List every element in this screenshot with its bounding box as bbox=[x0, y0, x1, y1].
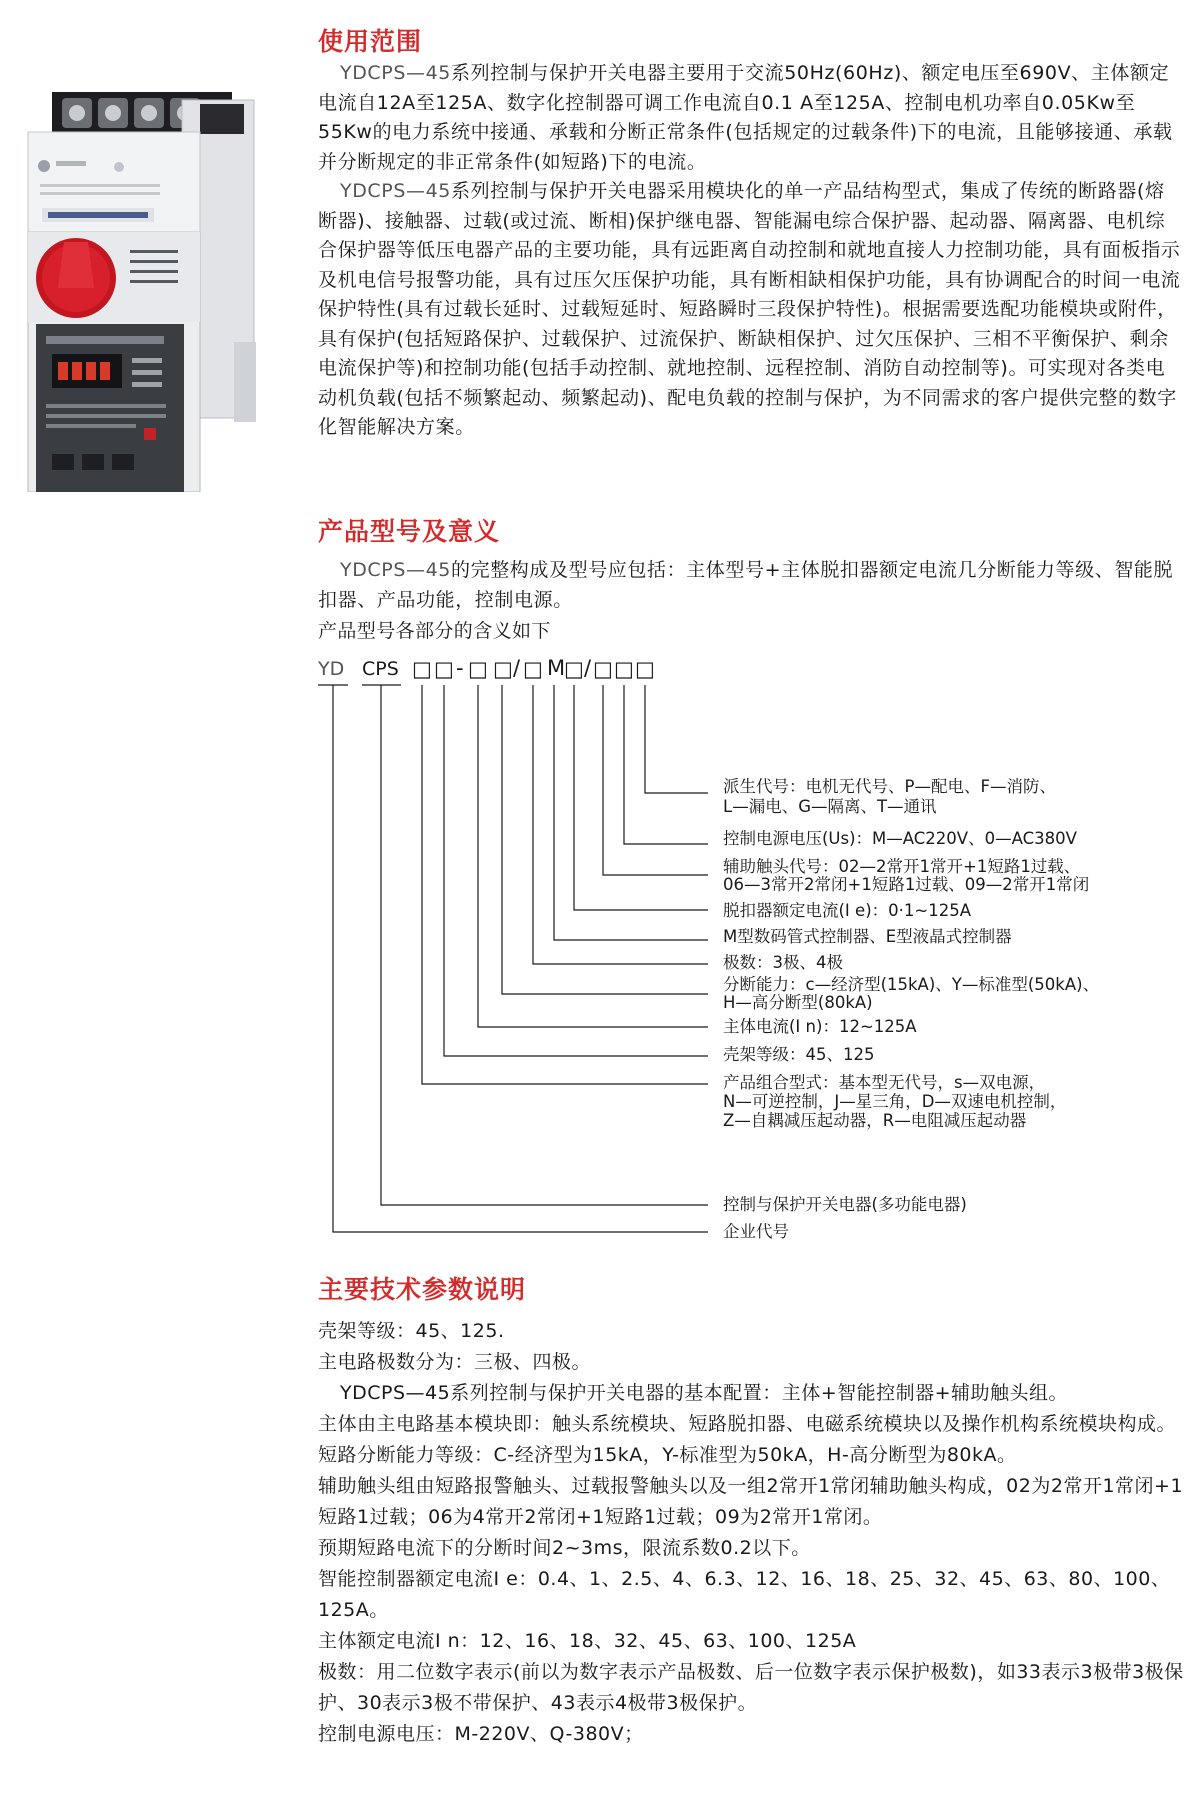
leader-line bbox=[645, 685, 708, 793]
code-m: M bbox=[547, 656, 566, 680]
section-title-scope: 使用范围 bbox=[318, 27, 423, 56]
code-slash: / bbox=[513, 656, 521, 680]
desc-derivative-2: L—漏电、G—隔离、T—通讯 bbox=[723, 797, 937, 816]
desc-controller-type: M型数码管式控制器、E型液晶式控制器 bbox=[723, 927, 1012, 946]
code-box: □ bbox=[635, 657, 655, 681]
desc-main-current: 主体电流(I n)：12~125A bbox=[723, 1017, 917, 1036]
code-box: □ bbox=[493, 657, 513, 681]
model-name: YDCPS—45 bbox=[340, 180, 451, 202]
model-intro-line2: 产品型号各部分的含义如下 bbox=[318, 620, 551, 642]
desc-frame-grade: 壳架等级：45、125 bbox=[723, 1045, 875, 1064]
scope-text-2: 系列控制与保护开关电器采用模块化的单一产品结构型式，集成了传统的断路器(熔断器)、接触器、过载(或过流、断相)保护继电器、智能漏电综合保护器、起动器、隔离器、电机综合保护器等低压电器产品的主要功能，具有远距离自动控制和就地直接人力控制功能，具有面板指示及机电信号报警功能，具有过压欠压保护功能，具有断相缺相保护功能，具有协调配合的时间一电流保护特性(具有过载长延时、过载短延时、短路瞬时三段保护特性)。根据需要选配功能模块或附件，具有保护(包括短路保护、过载保护、过流保护、断缺相保护、过欠压保护、三相不平衡保护、剩余电流保护等)和控制功能(包括手动控制、就地控制、远程控制、消防自动控制等)。可实现对各类电动机负载(包括不频繁起动、频繁起动)、配电负载的控制与保护，为不同需求的客户提供完整的数字化智能解决方案。 bbox=[318, 180, 1181, 438]
desc-combination-2: N—可逆控制，J—星三角，D—双速电机控制， bbox=[723, 1092, 1067, 1111]
param-line: 极数：用二位数字表示(前以为数字表示产品极数、后一位数字表示保护极数)，如33表示3极带3极保护、30表示3极不带保护、43表示4极带3极保护。 bbox=[318, 1661, 1184, 1714]
code-box: □ bbox=[593, 657, 613, 681]
param-line: 智能控制器额定电流I e：0.4、1、2.5、4、6.3、12、16、18、25、32、45、63、80、100、125A。 bbox=[318, 1568, 1171, 1621]
desc-aux-contact-1: 辅助触头代号：02—2常开1常开+1短路1过载、 bbox=[723, 857, 1081, 876]
param-line: 辅助触头组由短路报警触头、过载报警触头以及一组2常开1常闭辅助触头构成，02为2常开1常闭+1短路1过载；06为4常开2常闭+1短路1过载；09为2常开1常闭。 bbox=[318, 1475, 1184, 1528]
leader-line bbox=[533, 685, 708, 964]
desc-company-code: 企业代号 bbox=[723, 1222, 789, 1241]
leader-line bbox=[444, 685, 708, 1056]
desc-product-type: 控制与保护开关电器(多功能电器) bbox=[723, 1195, 967, 1214]
section-title-model-meaning: 产品型号及意义 bbox=[318, 517, 501, 546]
param-line: 主电路极数分为：三极、四极。 bbox=[318, 1351, 592, 1373]
scope-text-1: 系列控制与保护开关电器主要用于交流50Hz(60Hz)、额定电压至690V、主体额定电流自12A至125A、数字化控制器可调工作电流自0.1 A至125A、控制电机功率自0.05Kw至55Kw的电力系统中接通、承载和分断正常条件(包括规定的过载条件)下的电流，且能够接通、承载并分断规定的非正常条件(如短路)下的电流。 bbox=[318, 62, 1173, 173]
desc-breaking-2: H—高分断型(80kA) bbox=[723, 993, 873, 1012]
section-title-tech-params: 主要技术参数说明 bbox=[318, 1275, 527, 1304]
param-text: 系列控制与保护开关电器的基本配置：主体+智能控制器+辅助触头组。 bbox=[450, 1382, 1069, 1404]
leader-line bbox=[554, 685, 708, 940]
scope-paragraph-1 bbox=[318, 59, 1184, 177]
code-yd: YD bbox=[318, 658, 345, 680]
model-code-diagram bbox=[318, 655, 1168, 1255]
desc-aux-contact-2: 06—3常开2常闭+1短路1过载、09—2常开1常闭 bbox=[723, 875, 1090, 894]
desc-breaking-1: 分断能力：c—经济型(15kA)、Y—标准型(50kA)、 bbox=[723, 975, 1100, 994]
param-line: 主体由主电路基本模块即：触头系统模块、短路脱扣器、电磁系统模块以及操作机构系统模块构成。 bbox=[318, 1413, 1177, 1435]
model-name: YDCPS—45 bbox=[340, 1382, 451, 1404]
code-box: □ bbox=[434, 657, 454, 681]
leader-line bbox=[422, 685, 708, 1084]
tech-params-list bbox=[318, 1316, 1184, 1750]
code-box: □ bbox=[523, 657, 543, 681]
code-cps: CPS bbox=[362, 658, 399, 680]
param-line: 短路分断能力等级：C-经济型为15kA，Y-标准型为50kA，H-高分断型为80kA。 bbox=[318, 1444, 1017, 1466]
code-dash: - bbox=[456, 656, 464, 680]
scope-paragraph-2 bbox=[318, 177, 1184, 443]
code-box: □ bbox=[412, 657, 432, 681]
model-intro-paragraph bbox=[318, 556, 1184, 615]
param-line: 预期短路电流下的分断时间2~3ms，限流系数0.2以下。 bbox=[318, 1537, 811, 1559]
code-box: □ bbox=[468, 657, 488, 681]
code-box: □ bbox=[564, 657, 584, 681]
param-line: 壳架等级：45、125. bbox=[318, 1320, 505, 1342]
desc-poles: 极数：3极、4极 bbox=[723, 953, 843, 972]
leader-line bbox=[478, 685, 708, 1027]
param-line: 控制电源电压：M-220V、Q-380V； bbox=[318, 1723, 644, 1745]
code-box: □ bbox=[614, 657, 634, 681]
model-intro-text: 的完整构成及型号应包括：主体型号+主体脱扣器额定电流几分断能力等级、智能脱扣器、产品功能，控制电源。 bbox=[318, 559, 1174, 611]
desc-control-voltage: 控制电源电压(Us)：M—AC220V、0—AC380V bbox=[723, 829, 1077, 848]
desc-combination-3: Z—自耦减压起动器，R—电阻减压起动器 bbox=[723, 1111, 1027, 1130]
leader-line bbox=[333, 685, 708, 1232]
leader-line bbox=[603, 685, 708, 875]
param-line: 主体额定电流I n：12、16、18、32、45、63、100、125A bbox=[318, 1630, 857, 1652]
desc-trip-current: 脱扣器额定电流(I e)：0·1~125A bbox=[723, 901, 971, 920]
leader-line bbox=[381, 685, 708, 1205]
leader-line bbox=[624, 685, 708, 844]
leader-lines bbox=[318, 685, 708, 1232]
model-name: YDCPS—45 bbox=[340, 62, 451, 84]
desc-combination-1: 产品组合型式：基本型无代号，s—双电源， bbox=[723, 1073, 1046, 1092]
code-slash: / bbox=[584, 656, 592, 680]
model-name: YDCPS—45 bbox=[340, 559, 451, 581]
product-image bbox=[24, 92, 300, 492]
desc-derivative-1: 派生代号：电机无代号、P—配电、F—消防、 bbox=[723, 777, 1056, 796]
param-line bbox=[318, 1378, 1184, 1409]
leader-line bbox=[574, 685, 708, 910]
